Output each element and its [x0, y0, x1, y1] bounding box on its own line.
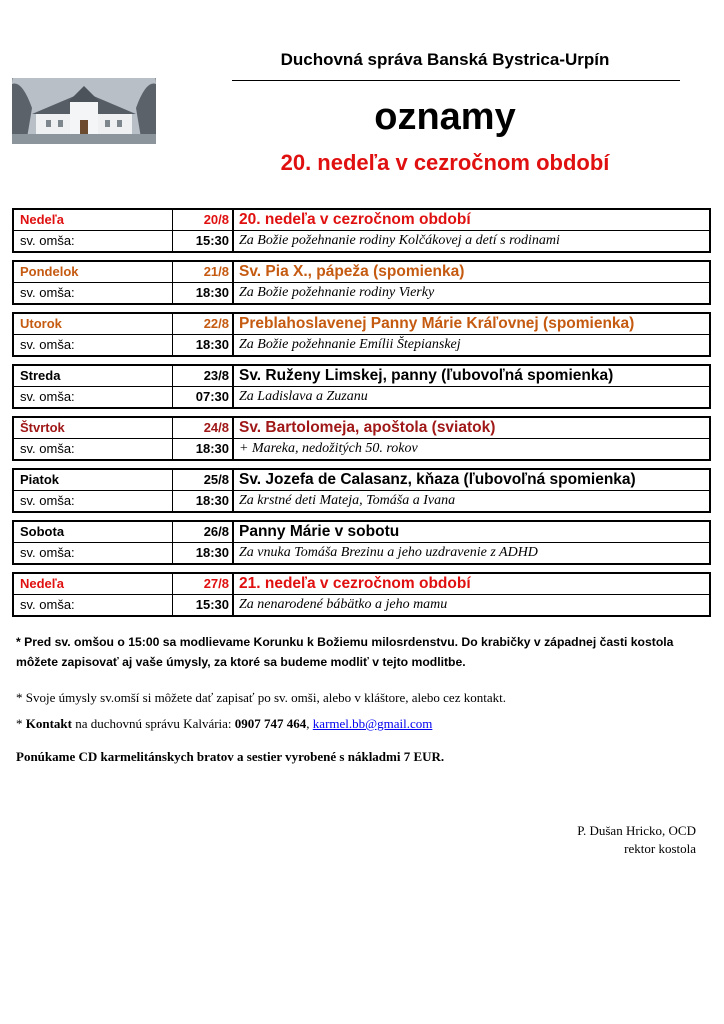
- day-header-row: [14, 366, 709, 386]
- note-intentions: * Svoje úmysly sv.omší si môžete dať zapisať po sv. omši, alebo v kláštore, alebo cez kontakt.: [16, 690, 506, 705]
- mass-label: sv. omša:: [14, 595, 173, 615]
- feast-name: Sv. Pia X., pápeža (spomienka): [239, 263, 465, 280]
- day-name: Utorok: [14, 314, 173, 334]
- mass-row: [14, 230, 709, 251]
- day-header-row: [14, 262, 709, 282]
- mass-row: [14, 490, 709, 511]
- mass-row: [14, 386, 709, 407]
- day-name: Pondelok: [14, 262, 173, 282]
- mass-intention: Za krstné deti Mateja, Tomáša a Ivana: [239, 493, 456, 508]
- mass-row: [14, 334, 709, 355]
- day-date: 23/8: [173, 366, 234, 386]
- day-name: Sobota: [14, 522, 173, 542]
- mass-label: sv. omša:: [14, 283, 173, 303]
- day-name: Nedeľa: [14, 574, 173, 594]
- schedule-table: [12, 208, 711, 624]
- feast-name: Sv. Ruženy Limskej, panny (ľubovoľná spomienka): [239, 367, 614, 384]
- day-block-saturday: [12, 520, 711, 565]
- signature-name: P. Dušan Hricko, OCD: [577, 823, 696, 838]
- day-block-monday: [12, 260, 711, 305]
- mass-time: 07:30: [173, 387, 234, 407]
- mass-intention: Za nenarodené bábätko a jeho mamu: [239, 597, 448, 612]
- contact-text: na duchovnú správu Kalvária:: [71, 716, 235, 731]
- day-block-next-sunday: [12, 572, 711, 617]
- mass-intention: Za Božie požehnanie Emílii Štepianskej: [239, 337, 461, 352]
- mass-label: sv. omša:: [14, 387, 173, 407]
- day-name: Piatok: [14, 470, 173, 490]
- feast-name: 21. nedeľa v cezročnom období: [239, 575, 471, 592]
- contact-separator: ,: [306, 716, 313, 731]
- day-block-sunday: [12, 208, 711, 253]
- note-contact: [16, 716, 706, 732]
- feast-name: Panny Márie v sobotu: [239, 523, 400, 540]
- mass-row: [14, 594, 709, 615]
- day-date: 25/8: [173, 470, 234, 490]
- header-divider: [232, 80, 680, 81]
- day-block-wednesday: [12, 364, 711, 409]
- contact-phone: 0907 747 464: [234, 716, 307, 731]
- mass-label: sv. omša:: [14, 543, 173, 563]
- note-rosary: * Pred sv. omšou o 15:00 sa modlievame Korunku k Božiemu milosrdenstvu. Do krabičky v západnej časti kostola môžete zapisovať aj vaše úmysly, za ktoré sa budeme modliť v tejto modlitbe.: [16, 635, 674, 669]
- mass-intention: Za Božie požehnanie rodiny Vierky: [239, 285, 435, 300]
- mass-intention: + Mareka, nedožitých 50. rokov: [239, 441, 418, 456]
- mass-time: 18:30: [173, 543, 234, 563]
- day-name: Streda: [14, 366, 173, 386]
- mass-intention: Za Ladislava a Zuzanu: [239, 389, 368, 404]
- mass-row: [14, 542, 709, 563]
- mass-row: [14, 438, 709, 459]
- feast-name: Sv. Jozefa de Calasanz, kňaza (ľubovoľná spomienka): [239, 471, 636, 488]
- mass-label: sv. omša:: [14, 231, 173, 251]
- day-header-row: [14, 314, 709, 334]
- note-cd-offer: Ponúkame CD karmelitánskych bratov a sestier vyrobené s nákladmi 7 EUR.: [16, 749, 445, 764]
- signature-role: rektor kostola: [624, 841, 696, 856]
- mass-intention: Za vnuka Tomáša Brezinu a jeho uzdravenie z ADHD: [239, 545, 538, 560]
- feast-name: Sv. Bartolomeja, apoštola (sviatok): [239, 419, 496, 436]
- day-date: 21/8: [173, 262, 234, 282]
- day-header-row: [14, 470, 709, 490]
- church-photo: [12, 78, 156, 144]
- mass-time: 18:30: [173, 283, 234, 303]
- mass-time: 18:30: [173, 439, 234, 459]
- mass-label: sv. omša:: [14, 439, 173, 459]
- mass-label: sv. omša:: [14, 491, 173, 511]
- day-date: 20/8: [173, 210, 234, 230]
- feast-name: 20. nedeľa v cezročnom období: [239, 211, 471, 228]
- mass-intention: Za Božie požehnanie rodiny Kolčákovej a detí s rodinami: [239, 233, 560, 248]
- day-block-tuesday: [12, 312, 711, 357]
- page-subtitle: 20. nedeľa v cezročnom období: [280, 150, 610, 175]
- day-header-row: [14, 418, 709, 438]
- mass-label: sv. omša:: [14, 335, 173, 355]
- day-date: 26/8: [173, 522, 234, 542]
- day-date: 24/8: [173, 418, 234, 438]
- mass-time: 15:30: [173, 595, 234, 615]
- feast-name: Preblahoslavenej Panny Márie Kráľovnej (spomienka): [239, 315, 635, 332]
- day-header-row: [14, 522, 709, 542]
- mass-row: [14, 282, 709, 303]
- page-title: oznamy: [374, 96, 516, 138]
- contact-email-link[interactable]: karmel.bb@gmail.com: [312, 716, 433, 731]
- day-block-thursday: [12, 416, 711, 461]
- org-title: Duchovná správa Banská Bystrica-Urpín: [280, 50, 610, 69]
- day-header-row: [14, 210, 709, 230]
- mass-time: 18:30: [173, 491, 234, 511]
- day-date: 22/8: [173, 314, 234, 334]
- day-block-friday: [12, 468, 711, 513]
- day-date: 27/8: [173, 574, 234, 594]
- announcements: [16, 632, 706, 765]
- day-header-row: [14, 574, 709, 594]
- mass-time: 18:30: [173, 335, 234, 355]
- day-name: Štvrtok: [14, 418, 173, 438]
- day-name: Nedeľa: [14, 210, 173, 230]
- contact-star: *: [16, 716, 26, 731]
- contact-label: Kontakt: [25, 716, 72, 731]
- mass-time: 15:30: [173, 231, 234, 251]
- signature: [577, 822, 696, 858]
